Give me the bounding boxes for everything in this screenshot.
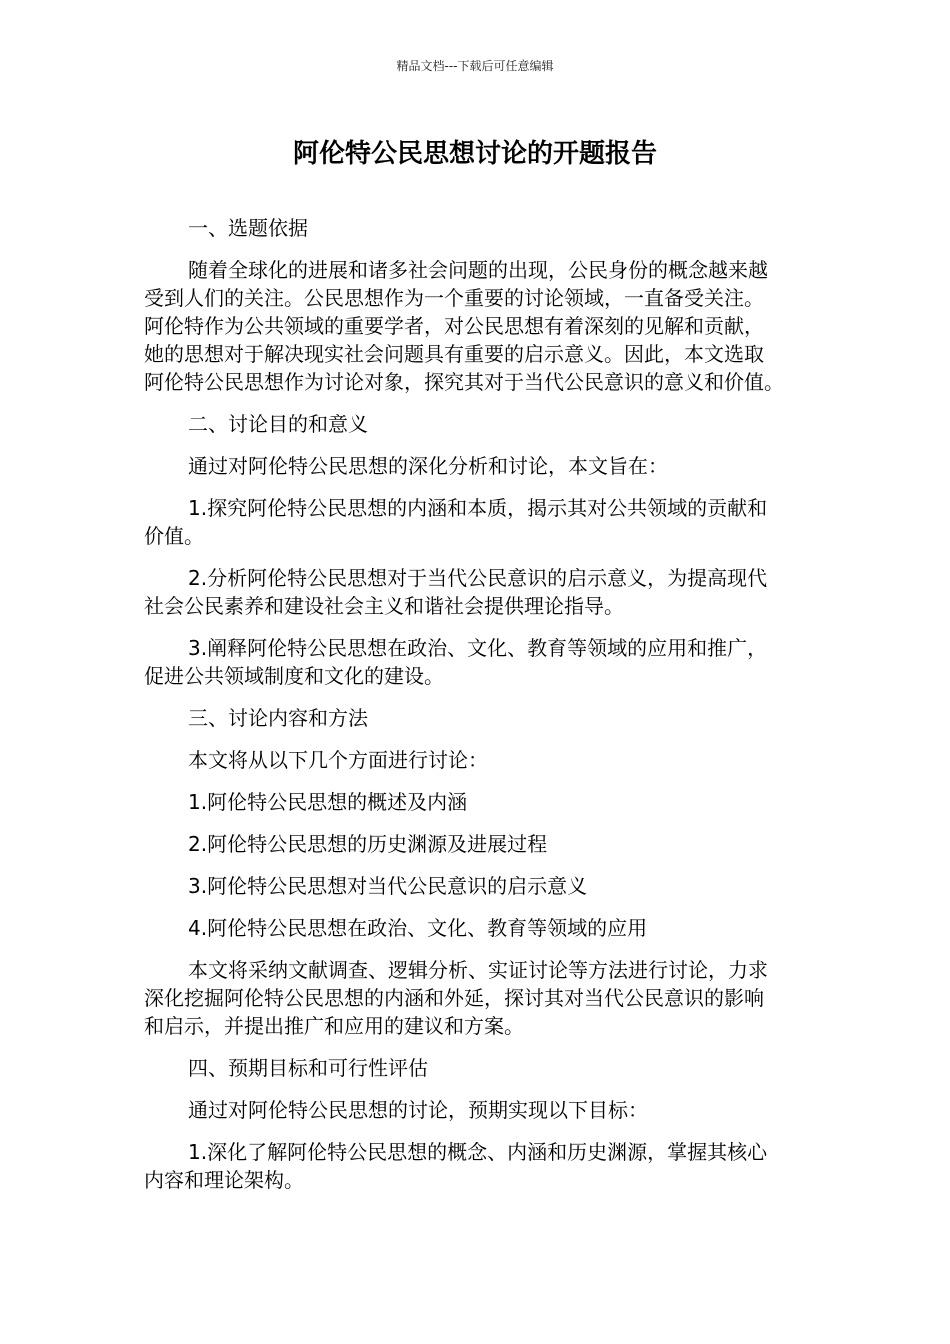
document-title: 阿伦特公民思想讨论的开题报告 bbox=[292, 139, 657, 169]
list-item-content-1: 1.阿伦特公民思想的概述及内涵 bbox=[188, 790, 468, 814]
list-item-goals-1: 1.深化了解阿伦特公民思想的概念、内涵和历史渊源，掌握其核心 内容和理论架构。 bbox=[144, 1140, 768, 1192]
section-heading-goals: 四、预期目标和可行性评估 bbox=[188, 1056, 428, 1080]
document-body bbox=[144, 214, 796, 1208]
paragraph-goals-intro: 通过对阿伦特公民思想的讨论，预期实现以下目标： bbox=[188, 1098, 648, 1122]
paragraph-basis-body: 随着全球化的进展和诸多社会问题的出现，公民身份的概念越来越 受到人们的关注。公民思想作为一个重要的讨论领域，一直备受关注。 阿伦特作为公共领域的重要学者，对公民思想有着深刻的见解和贡献， 她的思想对于解决现实社会问题具有重要的启示意义。因此，本文选取 阿伦特公民思想作为讨论对象，探究其对于当代公民意识的意义和价值。 bbox=[144, 258, 784, 394]
paragraph-content-intro: 本文将从以下几个方面进行讨论： bbox=[188, 748, 488, 772]
list-item-purpose-3: 3.阐释阿伦特公民思想在政治、文化、教育等领域的应用和推广， 促进公共领域制度和文化的建设。 bbox=[144, 636, 768, 688]
header-note: 精品文档---下载后可任意编辑 bbox=[396, 59, 554, 73]
paragraph-purpose-intro: 通过对阿伦特公民思想的深化分析和讨论，本文旨在： bbox=[188, 454, 668, 478]
section-heading-content: 三、讨论内容和方法 bbox=[188, 706, 368, 730]
list-item-purpose-1: 1.探究阿伦特公民思想的内涵和本质，揭示其对公共领域的贡献和 价值。 bbox=[144, 496, 768, 548]
section-heading-basis: 一、选题依据 bbox=[188, 216, 308, 240]
list-item-content-4: 4.阿伦特公民思想在政治、文化、教育等领域的应用 bbox=[188, 916, 648, 940]
section-heading-purpose: 二、讨论目的和意义 bbox=[188, 412, 368, 436]
list-item-content-3: 3.阿伦特公民思想对当代公民意识的启示意义 bbox=[188, 874, 588, 898]
list-item-purpose-2: 2.分析阿伦特公民思想对于当代公民意识的启示意义，为提高现代 社会公民素养和建设社会主义和谐社会提供理论指导。 bbox=[144, 566, 768, 618]
paragraph-methods: 本文将采纳文献调查、逻辑分析、实证讨论等方法进行讨论，力求 深化挖掘阿伦特公民思想的内涵和外延，探讨其对当代公民意识的影响 和启示，并提出推广和应用的建议和方案。 bbox=[144, 958, 768, 1038]
list-item-content-2: 2.阿伦特公民思想的历史渊源及进展过程 bbox=[188, 832, 548, 856]
